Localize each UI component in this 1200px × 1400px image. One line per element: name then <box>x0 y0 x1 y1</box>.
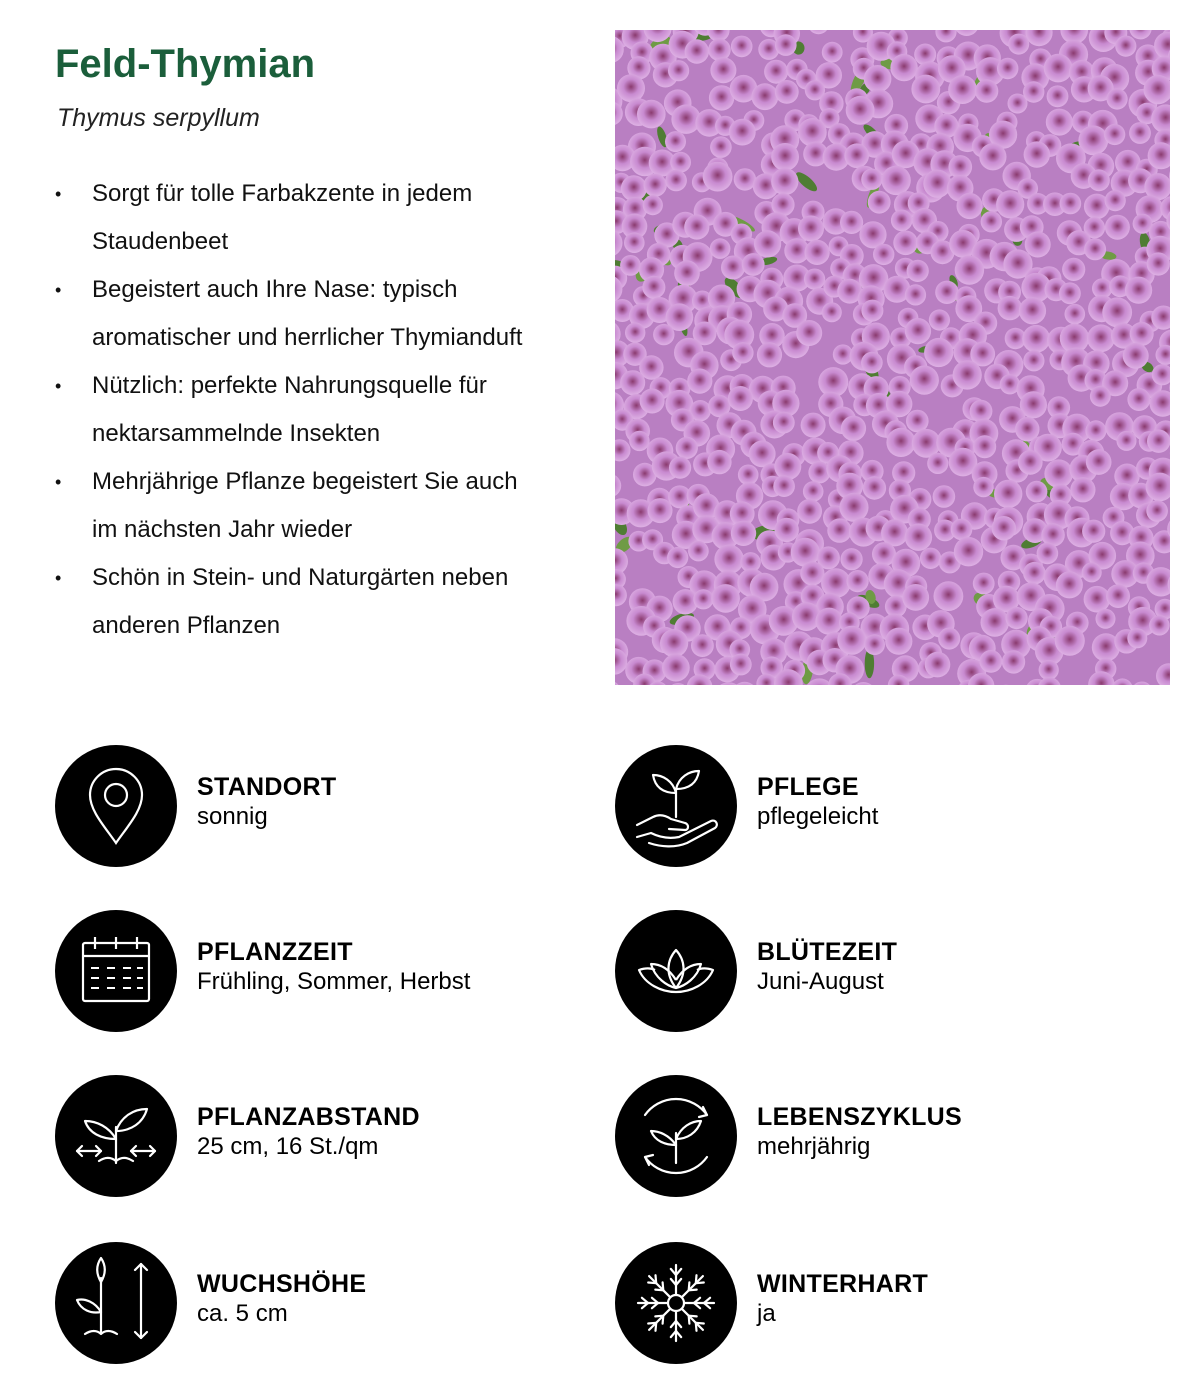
info-label: PFLANZABSTAND <box>197 1103 420 1131</box>
info-label: PFLEGE <box>757 773 859 801</box>
info-lebenszyklus <box>615 1075 1115 1199</box>
hand-seedling-icon <box>615 745 737 867</box>
info-pflanzabstand <box>55 1075 555 1199</box>
lotus-flower-icon <box>615 910 737 1032</box>
product-title: Feld-Thymian <box>55 42 316 86</box>
info-pflege <box>615 745 1115 869</box>
bullet-dot-icon: • <box>55 472 62 492</box>
info-wuchshoehe <box>55 1242 555 1366</box>
plant-height-icon <box>55 1242 177 1364</box>
bullet-dot-icon: • <box>55 184 62 204</box>
info-value: Frühling, Sommer, Herbst <box>197 968 471 995</box>
location-pin-icon <box>55 745 177 867</box>
info-label: WINTERHART <box>757 1270 929 1298</box>
feature-item: • Schön in Stein- und Naturgärten neben anderen Pflanzen <box>55 554 585 650</box>
info-winterhart <box>615 1242 1115 1366</box>
snowflake-icon <box>615 1242 737 1364</box>
info-bluetezeit <box>615 910 1115 1034</box>
feature-item: • Sorgt für tolle Farbakzente in jedem Staudenbeet <box>55 170 585 266</box>
plant-spacing-icon <box>55 1075 177 1197</box>
info-value: sonnig <box>197 803 268 830</box>
feature-item: • Nützlich: perfekte Nahrungsquelle für nektarsammelnde Insekten <box>55 362 585 458</box>
bullet-dot-icon: • <box>55 376 62 396</box>
feature-list <box>55 170 585 650</box>
info-label: BLÜTEZEIT <box>757 938 898 966</box>
thyme-flowers-photo <box>615 30 1170 685</box>
info-value: ja <box>757 1300 776 1327</box>
info-label: STANDORT <box>197 773 337 801</box>
info-value: Juni-August <box>757 968 884 995</box>
calendar-icon <box>55 910 177 1032</box>
info-value: pflegeleicht <box>757 803 879 830</box>
bullet-dot-icon: • <box>55 280 62 300</box>
info-value: ca. 5 cm <box>197 1300 288 1327</box>
info-value: mehrjährig <box>757 1133 871 1160</box>
info-label: WUCHSHÖHE <box>197 1270 367 1298</box>
info-pflanzzeit <box>55 910 555 1034</box>
latin-name: Thymus serpyllum <box>57 104 260 132</box>
info-label: LEBENSZYKLUS <box>757 1103 963 1131</box>
feature-item: • Mehrjährige Pflanze begeistert Sie auch im nächsten Jahr wieder <box>55 458 585 554</box>
lifecycle-plant-icon <box>615 1075 737 1197</box>
bullet-dot-icon: • <box>55 568 62 588</box>
info-value: 25 cm, 16 St./qm <box>197 1133 379 1160</box>
info-standort <box>55 745 555 869</box>
info-label: PFLANZZEIT <box>197 938 353 966</box>
feature-item: • Begeistert auch Ihre Nase: typisch aromatischer und herrlicher Thymianduft <box>55 266 585 362</box>
